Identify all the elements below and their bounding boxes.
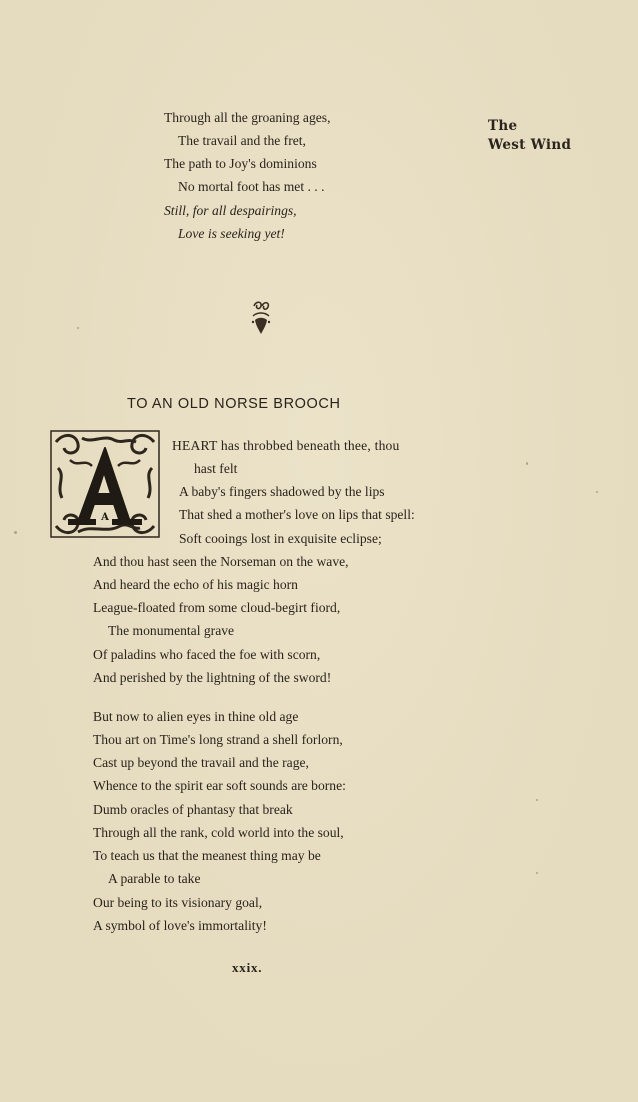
paper-speck (14, 531, 17, 534)
stanza-two-line: A parable to take (108, 871, 201, 886)
stanza-top-line: No mortal foot has met . . . (178, 179, 325, 194)
stanza-two-line: Our being to its visionary goal, (93, 895, 263, 910)
stanza-two-line: Dumb oracles of phantasy that break (93, 802, 293, 817)
stanza-two-line: Through all the rank, cold world into the soul, (93, 825, 344, 840)
stanza-one-line: That shed a mother's love on lips that spell: (179, 507, 415, 522)
paper-speck (536, 872, 538, 874)
stanza-one-line: And perished by the lightning of the sword! (93, 670, 332, 685)
stanza-two-line: Thou art on Time's long strand a shell forlorn, (93, 732, 343, 747)
stanza-two-line: A symbol of love's immortality! (93, 918, 267, 933)
paper-speck (596, 491, 598, 493)
stanza-one-line: And heard the echo of his magic horn (93, 577, 298, 592)
stanza-two-line: But now to alien eyes in thine old age (93, 709, 299, 724)
stanza-two-line: To teach us that the meanest thing may be (93, 848, 321, 863)
drop-cap-ornament-icon (48, 428, 162, 540)
paper-speck (536, 799, 538, 801)
stanza-top-line: Through all the groaning ages, (164, 110, 331, 125)
drop-cap-letter: A (101, 512, 109, 523)
running-head (488, 117, 571, 155)
fleuron-icon (250, 300, 272, 340)
stanza-one-line: League-floated from some cloud-begirt fiord, (93, 600, 341, 615)
stanza-one-line: Of paladins who faced the foe with scorn, (93, 647, 321, 662)
paper-speck (526, 462, 528, 465)
stanza-top-line: The path to Joy's dominions (164, 156, 317, 171)
page-number: xxix. (232, 960, 263, 975)
stanza-one-line: A baby's fingers shadowed by the lips (179, 484, 385, 499)
running-head-line-1: The (488, 118, 518, 134)
stanza-top-line: The travail and the fret, (178, 133, 306, 148)
stanza-one-line: The monumental grave (108, 623, 235, 638)
stanza-one-line: HEART has throbbed beneath thee, thou (172, 438, 400, 453)
stanza-two-line: Cast up beyond the travail and the rage, (93, 755, 309, 770)
paper-speck (77, 327, 79, 329)
stanza-top-line: Love is seeking yet! (178, 226, 285, 241)
stanza-one-line: And thou hast seen the Norseman on the wave, (93, 554, 349, 569)
stanza-one-line: Soft cooings lost in exquisite eclipse; (179, 531, 382, 546)
stanza-top-line: Still, for all despairings, (164, 203, 297, 218)
stanza-one-line: hast felt (194, 461, 238, 476)
poem-title: TO AN OLD NORSE BROOCH (127, 396, 341, 412)
stanza-two-line: Whence to the spirit ear soft sounds are borne: (93, 778, 346, 793)
running-head-line-2: West Wind (488, 137, 572, 153)
